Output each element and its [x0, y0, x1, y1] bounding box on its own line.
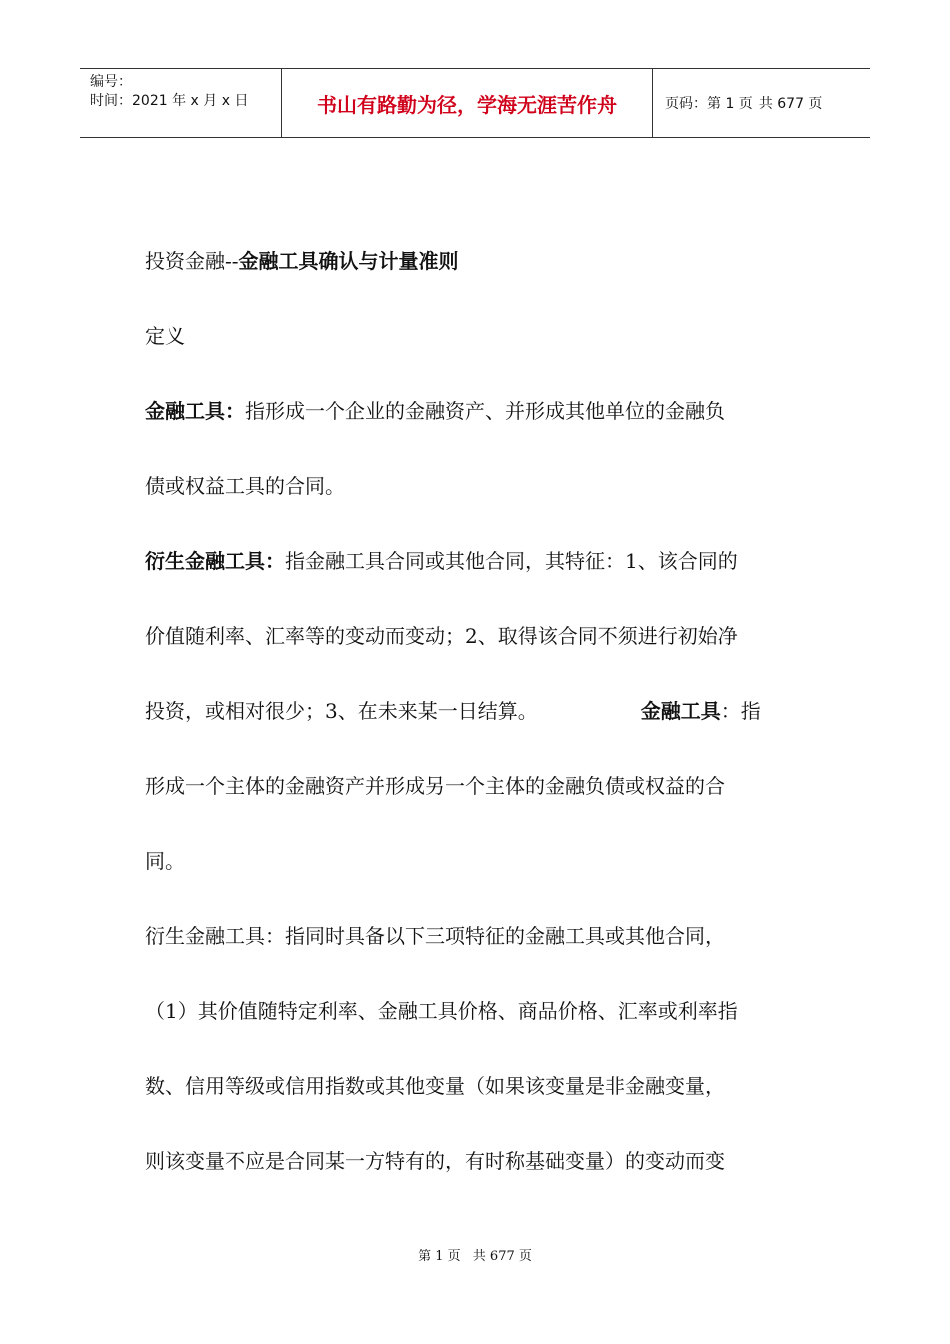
number-label: 编号：	[90, 74, 132, 90]
total-label: 共 677 页	[758, 96, 823, 112]
paragraph-line: 债或权益工具的合同。	[145, 474, 345, 498]
time-label: 时间：	[90, 93, 132, 109]
page-footer	[0, 1245, 950, 1264]
header-page-info	[653, 69, 870, 137]
footer-page: 第 1 页	[418, 1249, 461, 1264]
paragraph-text: 指金融工具合同或其他合同，其特征：1、该合同的	[285, 549, 738, 573]
term-derivative: 衍生金融工具：	[145, 549, 285, 573]
title-prefix: 投资金融--	[145, 249, 239, 273]
definition-heading: 定义	[145, 324, 185, 348]
paragraph-line	[145, 682, 807, 757]
title-bold: 金融工具确认与计量准则	[238, 249, 459, 273]
motto: 书山有路勤为径，学海无涯苦作舟	[281, 69, 653, 137]
paragraph-line: 数、信用等级或信用指数或其他变量（如果该变量是非金融变量，	[145, 1074, 725, 1098]
paragraph-line: 则该变量不应是合同某一方特有的，有时称基础变量）的变动而变	[145, 1149, 725, 1173]
paragraph-line	[145, 532, 807, 607]
page-label: 页码：第 1 页	[665, 96, 753, 112]
paragraph-text: ：指	[720, 699, 761, 723]
header-meta	[80, 69, 281, 137]
paragraph-line	[145, 382, 807, 457]
paragraph-line: （1）其价值随特定利率、金融工具价格、商品价格、汇率或利率指	[145, 999, 738, 1023]
document-header	[80, 68, 870, 138]
term-financial-instrument: 金融工具：	[145, 399, 245, 423]
paragraph-text: 投资，或相对很少；3、在未来某一日结算。	[145, 699, 538, 723]
paragraph-line: 同。	[145, 849, 185, 873]
document-body	[145, 232, 807, 1207]
footer-total: 共 677 页	[472, 1249, 532, 1264]
paragraph-line: 价值随利率、汇率等的变动而变动；2、取得该合同不须进行初始净	[145, 624, 738, 648]
paragraph-text: 指形成一个企业的金融资产、并形成其他单位的金融负	[245, 399, 725, 423]
paragraph-line: 衍生金融工具：指同时具备以下三项特征的金融工具或其他合同，	[145, 924, 725, 948]
doc-title	[145, 232, 807, 307]
date-line	[90, 92, 281, 111]
date-value: 2021 年 x 月 x 日	[132, 93, 249, 109]
paragraph-line: 形成一个主体的金融资产并形成另一个主体的金融负债或权益的合	[145, 774, 725, 798]
term-financial-instrument-2: 金融工具	[640, 699, 721, 723]
